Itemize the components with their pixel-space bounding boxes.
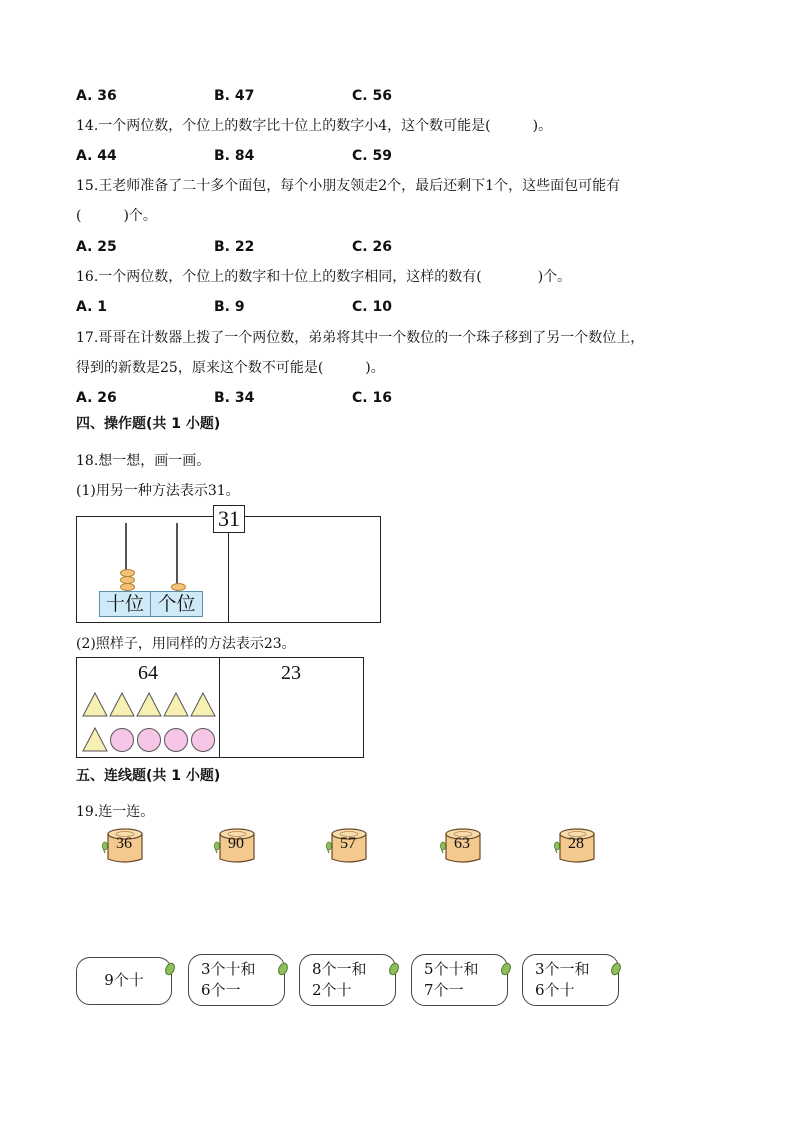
- abacus-bead: [171, 583, 186, 591]
- q13-option-c: C. 56: [352, 88, 392, 104]
- stump-number: 63: [454, 835, 470, 852]
- q17-question-line1: 17.哥哥在计数器上拨了一个两位数，弟弟将其中一个数位的一个珠子移到了另一个数位上，: [76, 330, 645, 346]
- circle-shape: [192, 729, 215, 752]
- stump-3[interactable]: [326, 826, 370, 864]
- abacus-bead: [120, 569, 135, 577]
- leaf-icon: [277, 962, 289, 976]
- triangle-shape: [110, 693, 134, 716]
- card-1[interactable]: [76, 957, 172, 1005]
- target-number: 23: [281, 662, 301, 684]
- q13-option-a: A. 36: [76, 88, 117, 104]
- q16-option-c: C. 10: [352, 299, 392, 315]
- triangle-shape: [164, 693, 188, 716]
- stump-number: 57: [340, 835, 356, 852]
- card-text-line1: 9个十: [104, 971, 144, 989]
- q15-option-c: C. 26: [352, 239, 392, 255]
- q17-option-c: C. 16: [352, 390, 392, 406]
- stump-number: 28: [568, 835, 584, 852]
- q18-part2: (2)照样子，用同样的方法表示23。: [76, 636, 296, 652]
- q18-part1: (1)用另一种方法表示31。: [76, 483, 240, 499]
- q16-option-a: A. 1: [76, 299, 108, 315]
- circle-shape: [111, 729, 134, 752]
- abacus-bead: [120, 583, 135, 591]
- triangle-shape: [191, 693, 215, 716]
- stump-2[interactable]: [214, 826, 258, 864]
- q14-option-b: B. 84: [214, 148, 255, 164]
- card-text-line1: 3个十和: [201, 960, 256, 978]
- q15-option-b: B. 22: [214, 239, 255, 255]
- q19-question: 19.连一连。: [76, 804, 155, 820]
- circle-shape: [165, 729, 188, 752]
- card-text-line2: 2个十: [312, 981, 352, 999]
- q14-option-a: A. 44: [76, 148, 117, 164]
- q14-option-c: C. 59: [352, 148, 392, 164]
- card-3[interactable]: [299, 954, 396, 1006]
- card-text-line1: 5个十和: [424, 960, 479, 978]
- circle-shape: [138, 729, 161, 752]
- triangle-shape: [137, 693, 161, 716]
- leaf-icon: [164, 962, 176, 976]
- card-text-line2: 6个一: [201, 981, 241, 999]
- card-text-line1: 8个一和: [312, 960, 367, 978]
- card-2[interactable]: [188, 954, 285, 1006]
- triangle-shape: [83, 693, 107, 716]
- triangle-shape: [83, 728, 107, 751]
- q13-option-b: B. 47: [214, 88, 255, 104]
- stump-number: 36: [116, 835, 132, 852]
- card-4[interactable]: [411, 954, 508, 1006]
- card-text-line1: 3个一和: [535, 960, 590, 978]
- stump-5[interactable]: [554, 826, 598, 864]
- q16-question: 16.一个两位数，个位上的数字和十位上的数字相同，这样的数有( )个。: [76, 269, 572, 285]
- leaf-icon: [610, 962, 622, 976]
- card-5[interactable]: [522, 954, 619, 1006]
- stump-number: 90: [228, 835, 244, 852]
- q16-option-b: B. 9: [214, 299, 245, 315]
- section4-title: 四、操作题(共 1 小题): [76, 416, 221, 432]
- example-number: 64: [138, 662, 158, 684]
- abacus-label-ones: 个位: [150, 591, 203, 617]
- q15-question-line2: ( )个。: [76, 208, 157, 224]
- stump-1[interactable]: [102, 826, 146, 864]
- card-text-line2: 7个一: [424, 981, 464, 999]
- q15-question-line1: 15.王老师准备了二十多个面包，每个小朋友领走2个，最后还剩下1个，这些面包可能有: [76, 178, 621, 194]
- example-shapes: [77, 658, 219, 758]
- abacus-box: [76, 506, 381, 623]
- stump-4[interactable]: [440, 826, 484, 864]
- shapes-box: [76, 657, 364, 758]
- q18-question: 18.想一想，画一画。: [76, 453, 211, 469]
- q14-question: 14.一个两位数，个位上的数字比十位上的数字小4，这个数可能是( )。: [76, 118, 553, 134]
- abacus-label-tens: 十位: [99, 591, 151, 617]
- abacus-bead: [120, 576, 135, 584]
- leaf-icon: [500, 962, 512, 976]
- q17-option-a: A. 26: [76, 390, 117, 406]
- card-text-line2: 6个十: [535, 981, 575, 999]
- ones-rod: [176, 523, 178, 591]
- q15-option-a: A. 25: [76, 239, 117, 255]
- q17-option-b: B. 34: [214, 390, 255, 406]
- leaf-icon: [388, 962, 400, 976]
- box1-number: 31: [213, 505, 245, 533]
- q17-question-line2: 得到的新数是25，原来这个数不可能是( )。: [76, 360, 385, 376]
- section5-title: 五、连线题(共 1 小题): [76, 768, 221, 784]
